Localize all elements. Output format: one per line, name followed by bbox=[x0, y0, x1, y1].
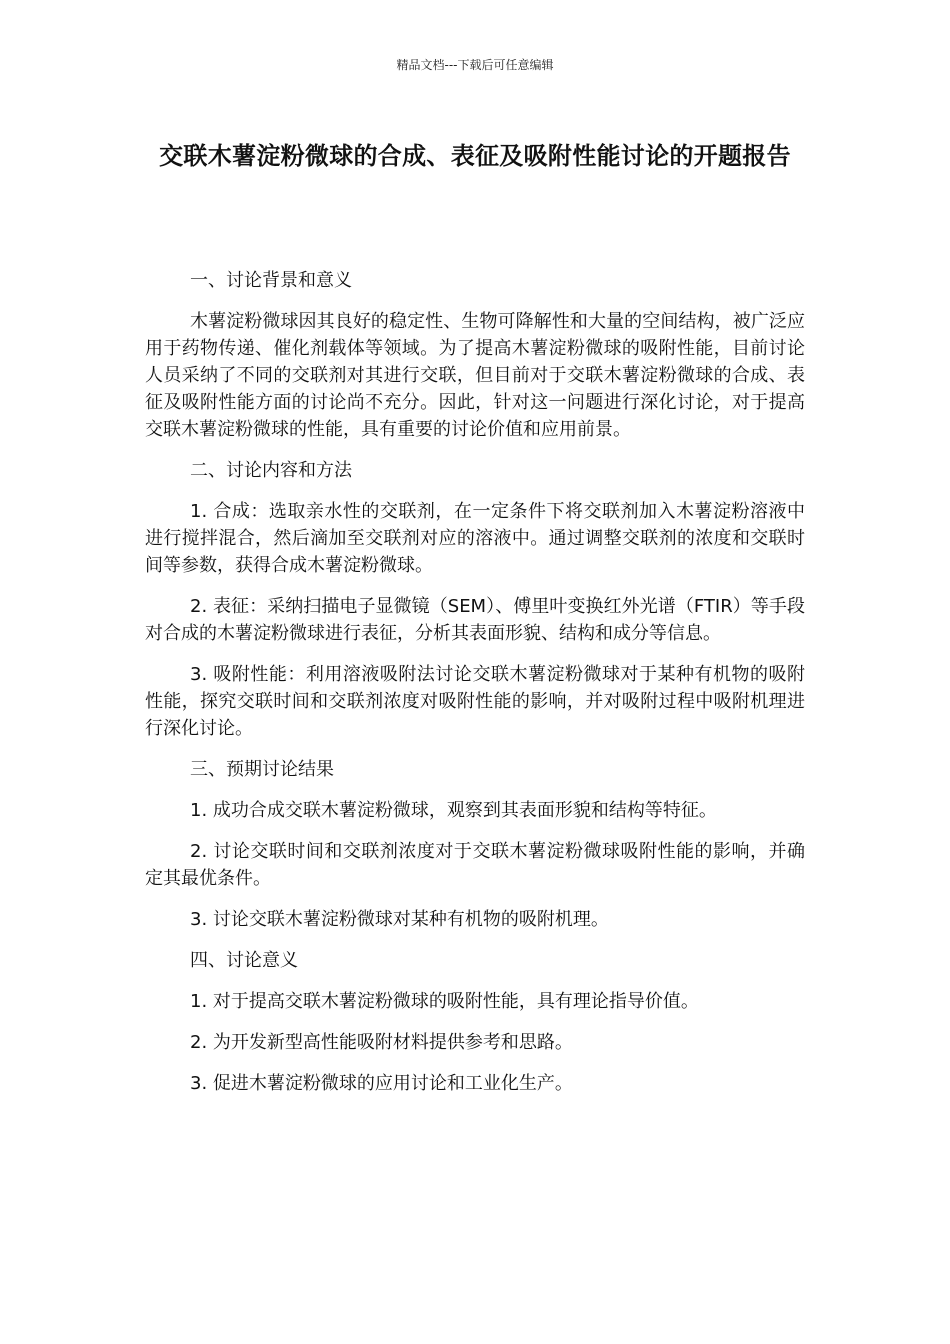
document-title: 交联木薯淀粉微球的合成、表征及吸附性能讨论的开题报告 bbox=[159, 142, 791, 170]
paragraph-significance-2: 2. 为开发新型高性能吸附材料提供参考和思路。 bbox=[190, 1032, 573, 1053]
paragraph-result-3: 3. 讨论交联木薯淀粉微球对某种有机物的吸附机理。 bbox=[190, 909, 609, 930]
section-heading-significance: 四、讨论意义 bbox=[190, 950, 298, 971]
paragraph-method-synthesis: 1. 合成：选取亲水性的交联剂，在一定条件下将交联剂加入木薯淀粉溶液中进行搅拌混合，然后滴加至交联剂对应的溶液中。通过调整交联剂的浓度和交联时间等参数，获得合成木薯淀粉微球。 bbox=[145, 501, 805, 576]
section-heading-background: 一、讨论背景和意义 bbox=[190, 270, 352, 291]
paragraph-significance-3: 3. 促进木薯淀粉微球的应用讨论和工业化生产。 bbox=[190, 1073, 573, 1094]
paragraph-result-2: 2. 讨论交联时间和交联剂浓度对于交联木薯淀粉微球吸附性能的影响，并确定其最优条件。 bbox=[145, 841, 805, 889]
paragraph-significance-1: 1. 对于提高交联木薯淀粉微球的吸附性能，具有理论指导价值。 bbox=[190, 991, 699, 1012]
header-watermark: 精品文档---下载后可任意编辑 bbox=[396, 58, 554, 72]
paragraph-result-1: 1. 成功合成交联木薯淀粉微球，观察到其表面形貌和结构等特征。 bbox=[190, 800, 717, 821]
section-heading-expected-results: 三、预期讨论结果 bbox=[190, 759, 334, 780]
section-heading-methods: 二、讨论内容和方法 bbox=[190, 460, 352, 481]
paragraph-background: 木薯淀粉微球因其良好的稳定性、生物可降解性和大量的空间结构，被广泛应用于药物传递、催化剂载体等领域。为了提高木薯淀粉微球的吸附性能，目前讨论人员采纳了不同的交联剂对其进行交联，但目前对于交联木薯淀粉微球的合成、表征及吸附性能方面的讨论尚不充分。因此，针对这一问题进行深化讨论，对于提高交联木薯淀粉微球的性能，具有重要的讨论价值和应用前景。 bbox=[145, 311, 805, 440]
paragraph-method-adsorption: 3. 吸附性能：利用溶液吸附法讨论交联木薯淀粉微球对于某种有机物的吸附性能，探究交联时间和交联剂浓度对吸附性能的影响，并对吸附过程中吸附机理进行深化讨论。 bbox=[145, 664, 805, 739]
document-body bbox=[145, 267, 805, 1111]
paragraph-method-characterization: 2. 表征：采纳扫描电子显微镜（SEM）、傅里叶变换红外光谱（FTIR）等手段对合成的木薯淀粉微球进行表征，分析其表面形貌、结构和成分等信息。 bbox=[145, 596, 805, 644]
